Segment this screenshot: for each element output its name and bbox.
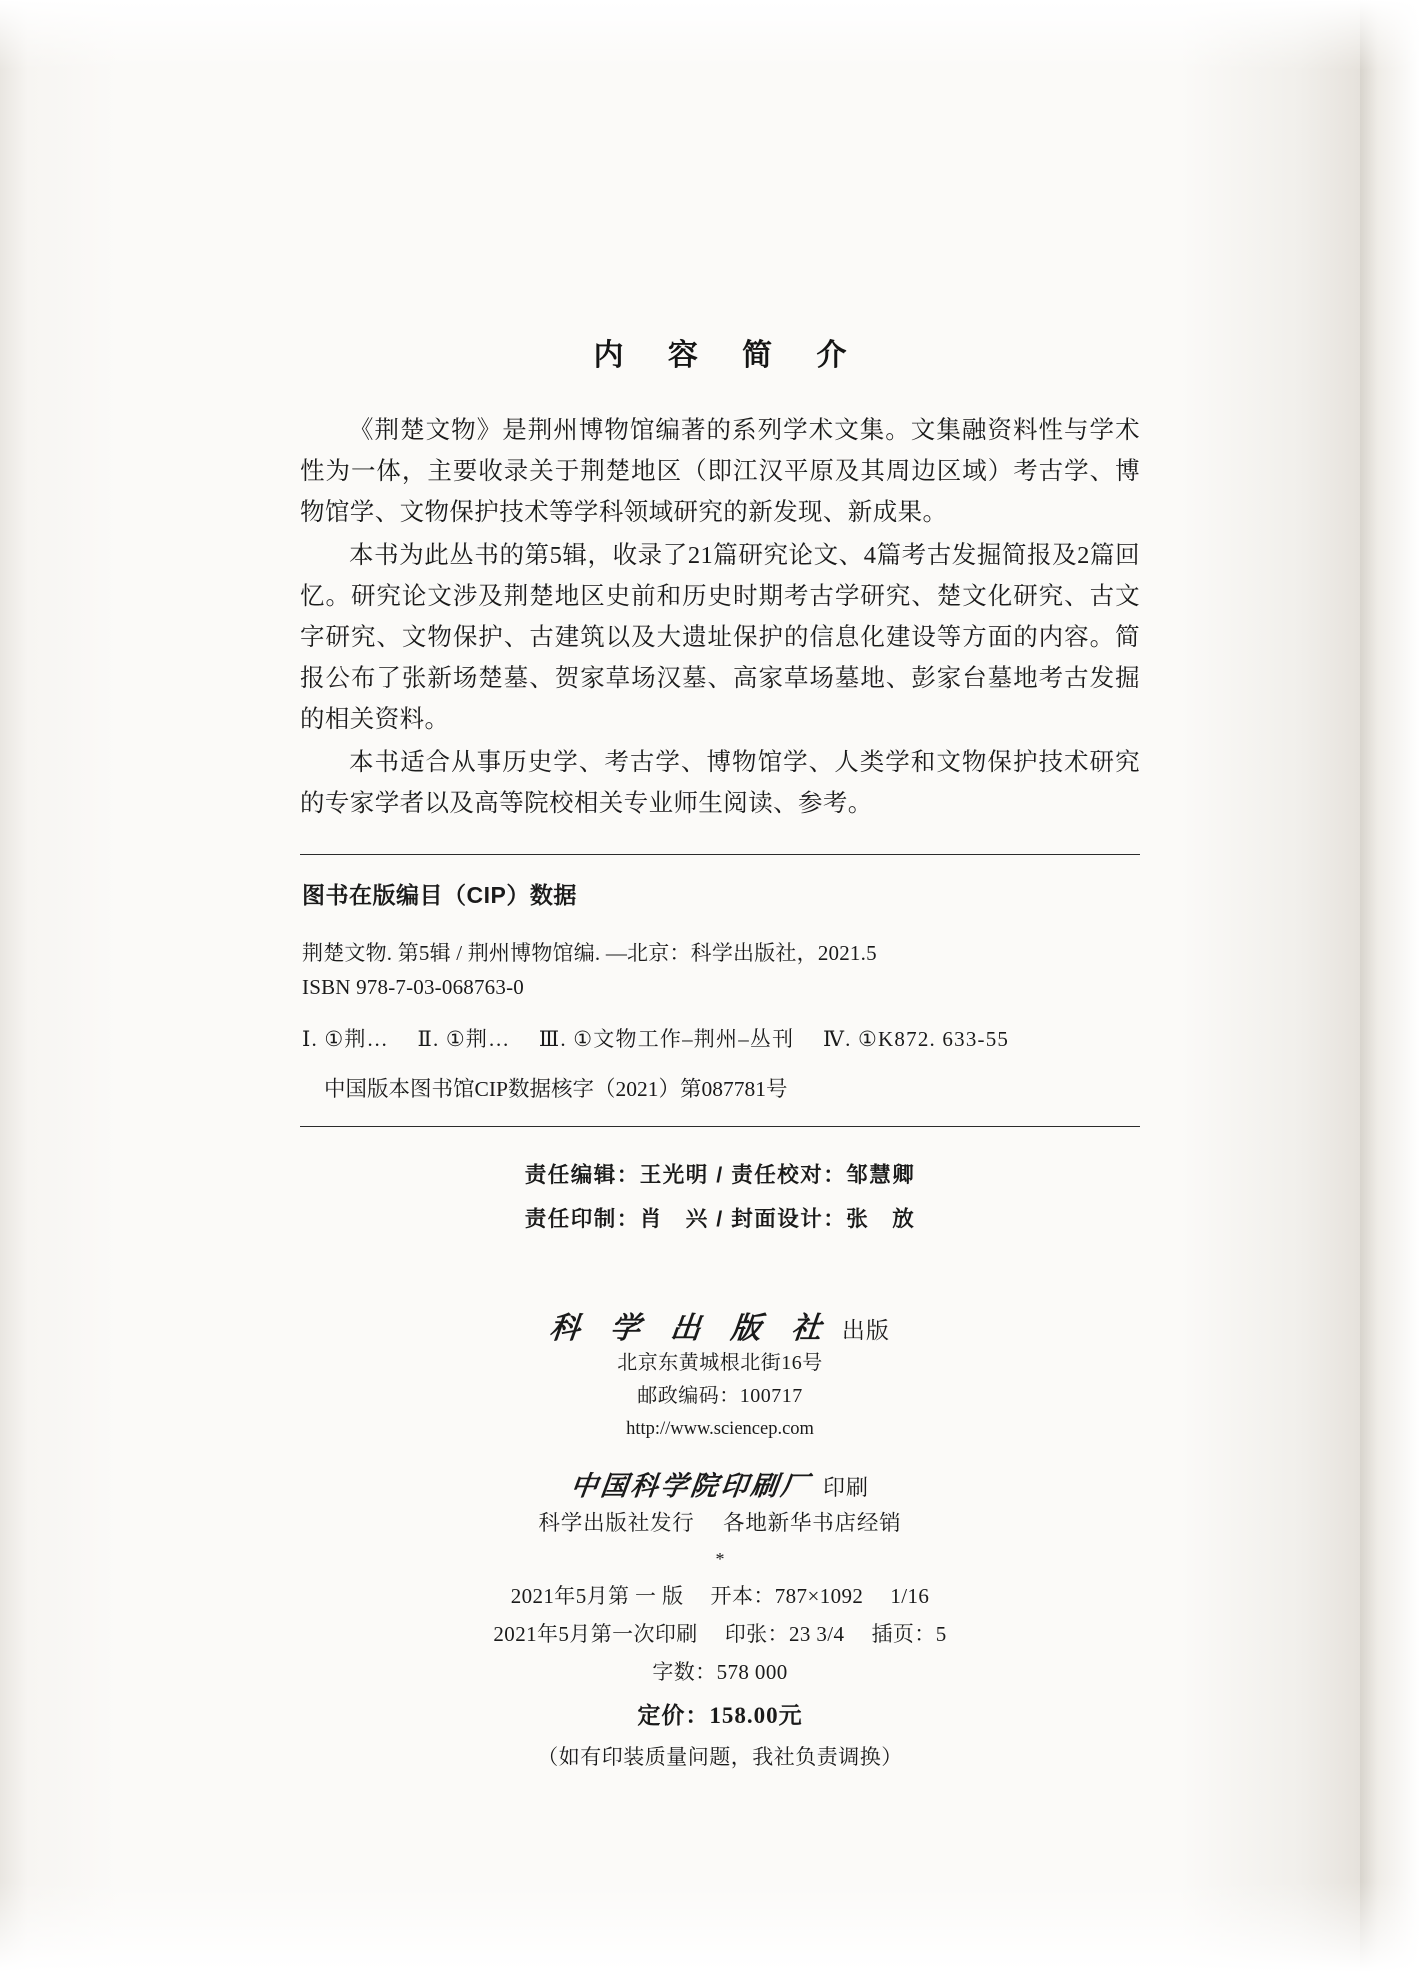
publisher-address: 北京东黄城根北街16号	[617, 1352, 823, 1374]
spec-edition: 2021年5月第 一 版 开本：787×1092 1/16	[510, 1584, 930, 1608]
star-separator: *	[715, 1549, 725, 1569]
spec-printing: 2021年5月第一次印刷 印张：23 3/4 插页：5	[493, 1622, 947, 1646]
staff-line-editor: 责任编辑：王光明 / 责任校对：邹慧卿	[524, 1163, 916, 1187]
quality-note: （如有印装质量问题，我社负责调换）	[537, 1745, 903, 1769]
publisher-postcode: 邮政编码：100717	[637, 1385, 803, 1407]
staff-line-production: 责任印制：肖 兴 / 封面设计：张 放	[524, 1207, 916, 1231]
price-line: 定价：158.00元	[637, 1703, 803, 1728]
publisher-logo: 科 学 出 版 社	[547, 1311, 834, 1346]
printer-line	[300, 1464, 1140, 1503]
publisher-block	[300, 1303, 1140, 1569]
cip-heading: 图书在版编目（CIP）数据	[302, 882, 577, 908]
abstract-paragraph-3: 本书适合从事历史学、考古学、博物馆学、人类学和文物保护技术研究的专家学者以及高等院校相关专业师生阅读、参考。	[300, 749, 1140, 817]
abstract-paragraph-2: 本书为此丛书的第5辑，收录了21篇研究论文、4篇考古发掘简报及2篇回忆。研究论文涉及荆楚地区史前和历史时期考古学研究、楚文化研究、古文字研究、文物保护、古建筑以及大遗址保护的信息化建设等方面的内容。简报公布了张新场楚墓、贺家草场汉墓、高家草场墓地、彭家台墓地考古发掘的相关资料。	[300, 542, 1140, 733]
cip-spacer	[300, 1004, 1140, 1022]
scan-top-fade	[0, 0, 1420, 70]
colophon-content	[300, 330, 1140, 1777]
printer-suffix: 印刷	[822, 1475, 869, 1500]
page-title: 内 容 简 介	[593, 339, 865, 372]
cip-isbn: ISBN 978-7-03-068763-0	[302, 975, 524, 999]
publisher-url: http://www.sciencep.com	[626, 1419, 814, 1439]
printer-logo: 中国科学院印刷厂	[568, 1471, 813, 1502]
distribution-line: 科学出版社发行 各地新华书店经销	[538, 1511, 902, 1535]
page-right-edge	[1360, 0, 1420, 1972]
publisher-logo-line	[300, 1303, 1140, 1347]
staff-block	[300, 1153, 1140, 1241]
divider-below-cip	[300, 1126, 1140, 1127]
abstract-paragraph-1: 《荆楚文物》是荆州博物馆编著的系列学术文集。文集融资料性与学术性为一体，主要收录关于荆楚地区（即江汉平原及其周边区域）考古学、博物馆学、文物保护技术等学科领域研究的新发现、新成果。	[300, 417, 1140, 526]
cip-citation: 荆楚文物. 第5辑 / 荆州博物馆编. —北京：科学出版社，2021.5	[302, 941, 877, 965]
specs-block	[300, 1577, 1140, 1777]
spec-wordcount: 字数：578 000	[652, 1660, 788, 1684]
cip-block	[300, 877, 1140, 1106]
scan-bottom-fade	[0, 1882, 1420, 1972]
divider-above-cip	[300, 854, 1140, 855]
publisher-logo-suffix: 出版	[841, 1318, 890, 1343]
cip-classification: Ⅰ. ①荆… Ⅱ. ①荆… Ⅲ. ①文物工作–荆州–丛刊 Ⅳ. ①K872. 633-55	[302, 1027, 1010, 1051]
cip-verification-number: 中国版本图书馆CIP数据核字（2021）第087781号	[324, 1077, 788, 1101]
